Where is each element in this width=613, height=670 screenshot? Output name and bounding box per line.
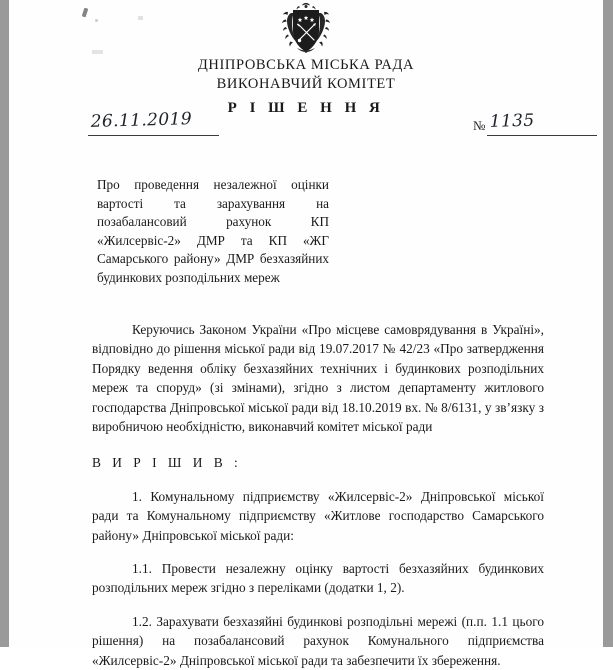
header-document-type: Р І Ш Е Н Н Я: [227, 100, 385, 116]
scan-page-edge-left: [0, 0, 9, 647]
preamble-paragraph: Керуючись Законом України «Про місцеве самоврядування в Україні», відповідно до рішення міської ради від 19.07.2017 № 42/23 «Про затвердження Порядку ведення обліку безхазяйних технічних і будинкових розподільних мереж та споруд» (зі змінами), згідно з листом департаменту житлового господарства Дніпровської міської ради від 18.10.2019 вх. № 8/6131, у зв’язку з виробничою необхідністю, виконавчий комітет міської ради: [92, 322, 544, 435]
document-header: [9, 56, 603, 117]
header-council-name: ДНІПРОВСЬКА МІСЬКА РАДА: [197, 57, 415, 73]
header-committee-name: ВИКОНАВЧИЙ КОМІТЕТ: [216, 76, 396, 92]
document-date-field: [88, 109, 219, 136]
document-sheet: [9, 0, 603, 668]
document-number-field: [473, 112, 597, 136]
number-symbol-label: №: [473, 118, 486, 133]
resolve-keyword: В И Р І Ш И В :: [92, 455, 242, 471]
clause-1: 1. Комунальному підприємству «Жилсервіс-2» Дніпровської міської ради та Комунальному підприємству «Житлове господарство Самарського району» Дніпровської міської ради:: [92, 488, 544, 543]
clause-1-2: 1.2. Зарахувати безхазяйні будинкові розподільні мережі (п.п. 1.1 цього рішення) на позабалансовий рахунок Комунального підприємства «Жилсервіс-2» Дніпровської міської ради та забезпечити їх збереження.: [92, 613, 544, 668]
scan-page-edge-right: [603, 0, 613, 647]
dnipro-city-coat-of-arms-icon: [281, 2, 331, 54]
clause-1-1: 1.1. Провести незалежну оцінку вартості безхазяйних будинкових розподільних мереж згідно з переліками (додатки 1, 2).: [92, 561, 544, 596]
document-body: [92, 320, 544, 670]
document-number-value: 1135: [489, 110, 536, 132]
emblem-container: [9, 2, 603, 54]
document-meta-row: [9, 109, 603, 146]
date-underline: [88, 135, 219, 136]
number-underline: [487, 135, 597, 136]
document-subject: Про проведення незалежної оцінки вартості та зарахування на позабалансовий рахунок КП «Жилсервіс-2» ДМР та КП «ЖГ Самарського району» ДМР безхазяйних будинкових розподільних мереж: [97, 177, 329, 285]
document-date-value: 26.11.2019: [90, 109, 193, 132]
